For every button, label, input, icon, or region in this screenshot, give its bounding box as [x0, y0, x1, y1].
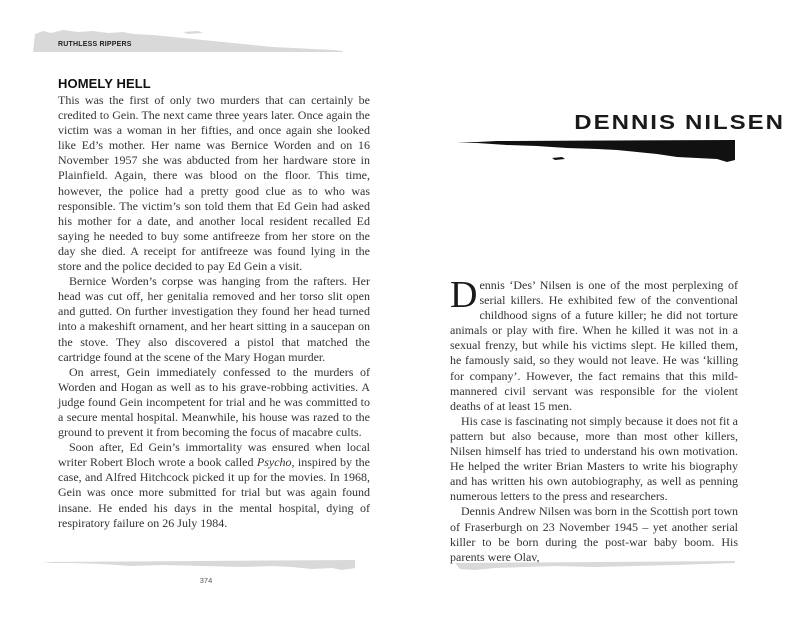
paragraph: This was the first of only two murders that can certainly be credited to Gein. The next came three years later. Once again the victim was a woman in her fifties, and once again she looked like Ed’s mother. Her name was Bernice Worden and on 16 November 1957 she was abducted from her hardware store in Plainfield. Again, there was blood on the floor. This time, however, the police had a pretty good clue as to who was responsible. The victim’s son told them that Ed Gein had asked his mother for a date, and another local resident recalled Ed saying he needed to buy some antifreeze from her store on the day she died. A receipt for antifreeze was found lying in the store and the police decided to pay Ed Gein a visit. [58, 93, 370, 274]
paragraph: Dennis Andrew Nilsen was born in the Scottish port town of Fraserburgh on 23 November 1945 – yet another serial killer to be born during the post-war baby boom. His parents were Olav, [450, 504, 738, 564]
drop-cap: D [450, 274, 478, 316]
right-body-text [450, 274, 738, 565]
chapter-title-band [457, 140, 735, 164]
page-number: 374 [199, 576, 213, 585]
paragraph-text: Soon after, Ed Gein’s immortality was ensured when local writer Robert Bloch wrote a book called [58, 440, 370, 470]
right-page [405, 0, 810, 620]
section-title: HOMELY HELL [58, 76, 151, 91]
paragraph-text: , inspired by the case, and Alfred Hitchcock picked it up for the movies. In 1968, Gein was once more submitted for trial but was again found insane. He ended his days in the mental hospital, dying of respiratory failure on 26 July 1984. [58, 455, 370, 530]
paragraph [450, 274, 738, 414]
paragraph-text: ennis ‘Des’ Nilsen is one of the most perplexing of serial killers. He exhibited few of the conventional childhood signs of a future killer; he did not torture animals or play with fire. When he killed it was not in a sexual frenzy, but while his victims slept. He killed them, he famously said, so they would not leave. He was ‘killing for company’. However, the fact remains that this mild-mannered civil servant was responsible for the violent deaths of at least 15 men. [450, 278, 738, 413]
footer-band [42, 559, 355, 571]
footer-band [455, 560, 735, 572]
chapter-title-last: NILSEN [684, 111, 785, 134]
running-head: RUTHLESS RIPPERS [58, 41, 132, 48]
paragraph [58, 440, 370, 531]
paragraph: His case is fascinating not simply because it does not fit a pattern but also because, more than most other killers, Nilsen himself has tried to understand his own motivation. He helped the writer Brian Masters to write his biography and has written his own autobiography, as well as penning numerous letters to the press and researchers. [450, 413, 738, 504]
chapter-title-first: DENNIS [574, 111, 677, 134]
left-body-text [58, 93, 370, 531]
paragraph: Bernice Worden’s corpse was hanging from the rafters. Her head was cut off, her genitalia removed and her torso slit open and gutted. On further investigation they found her head turned into a makeshift ornament, and her heart sitting in a saucepan on the stove. They also discovered a pistol that matched the cartridge found at the scene of the Mary Hogan murder. [58, 274, 370, 364]
running-head-band [33, 28, 345, 52]
paragraph: On arrest, Gein immediately confessed to the murders of Worden and Hogan as well as to his grave-robbing activities. A judge found Gein incompetent for trial and he was committed to a secure mental hospital. Meanwhile, his house was razed to the ground to prevent it from becoming the focus of macabre cults. [58, 364, 370, 440]
book-title: Psycho [256, 455, 292, 470]
chapter-title [535, 111, 785, 135]
